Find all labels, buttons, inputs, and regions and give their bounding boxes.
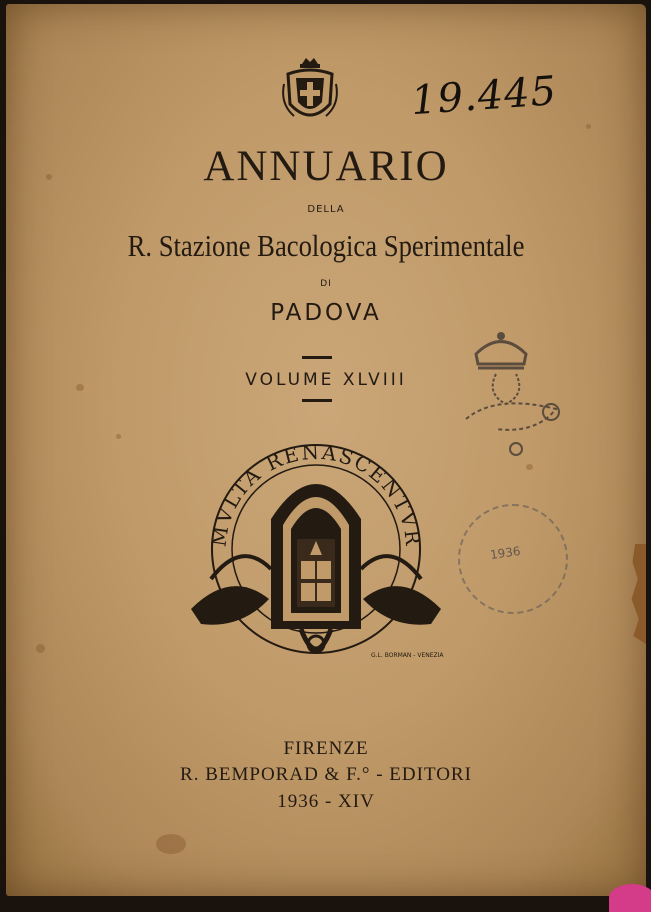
imprint-place: FIRENZE: [283, 738, 369, 759]
library-date-stamp: [458, 504, 568, 614]
handwritten-catalog-number: 19.445: [409, 68, 559, 125]
corner-marker: [609, 884, 651, 912]
torn-edge: [628, 544, 646, 644]
multa-renascentur-emblem-icon: [171, 429, 461, 679]
divider-rule: [302, 399, 332, 402]
cover-di: DI: [320, 279, 332, 289]
cover-della: DELLA: [307, 204, 345, 215]
divider-rule: [302, 356, 332, 359]
emblem-artist-signature: G.L. BORMAN - VENEZIA: [371, 652, 444, 659]
coat-of-arms-icon: [280, 54, 340, 132]
cover-title: ANNUARIO: [203, 143, 449, 190]
foxing-spot: [156, 834, 186, 854]
cover-city: PADOVA: [270, 300, 382, 326]
foxing-spot: [36, 644, 45, 653]
book-cover: [6, 4, 646, 896]
cover-volume: VOLUME XLVIII: [245, 370, 407, 390]
foxing-spot: [526, 464, 533, 470]
imprint-publisher: R. BEMPORAD & F.° - EDITORI: [180, 764, 472, 785]
cover-subtitle: R. Stazione Bacologica Sperimentale: [127, 228, 525, 263]
crown-ownership-stamp-icon: [456, 324, 576, 464]
imprint-year: 1936 - XIV: [277, 791, 375, 812]
emblem-motto: MVLTA RENASCENTVR: [206, 439, 426, 549]
foxing-spot: [116, 434, 121, 439]
date-stamp-year: 1936: [489, 543, 522, 563]
foxing-spot: [586, 124, 591, 129]
